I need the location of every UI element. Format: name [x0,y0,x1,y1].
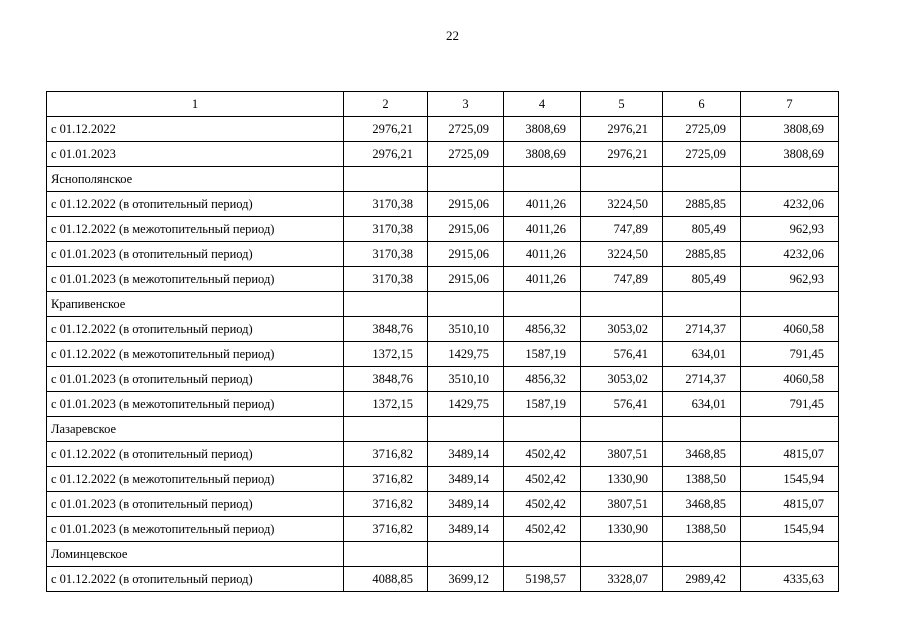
tariff-cell: 1587,19 [504,342,581,367]
tariff-cell: 3808,69 [504,142,581,167]
tariff-cell [504,292,581,317]
tariff-cell [344,167,428,192]
table-row [47,217,839,242]
tariff-cell [344,292,428,317]
tariff-cell [504,417,581,442]
tariff-cell: 4502,42 [504,517,581,542]
tariff-cell [741,417,839,442]
table-row [47,567,839,592]
tariff-cell [428,542,504,567]
section-name: Лазаревское [47,417,344,442]
tariff-cell: 4011,26 [504,267,581,292]
tariff-cell: 3468,85 [663,492,741,517]
table-row [47,467,839,492]
tariff-cell: 2989,42 [663,567,741,592]
tariff-cell [504,167,581,192]
section-name: Крапивенское [47,292,344,317]
tariff-cell: 1587,19 [504,392,581,417]
tariff-cell: 4232,06 [741,242,839,267]
tariff-cell: 4011,26 [504,192,581,217]
tariff-cell: 4815,07 [741,492,839,517]
table-row [47,142,839,167]
tariff-cell: 1429,75 [428,392,504,417]
period-label: с 01.01.2023 [47,142,344,167]
tariff-cell: 634,01 [663,342,741,367]
section-row [47,542,839,567]
tariff-cell: 2915,06 [428,217,504,242]
tariff-cell: 747,89 [581,217,663,242]
tariff-cell: 3468,85 [663,442,741,467]
tariff-cell: 3328,07 [581,567,663,592]
period-label: с 01.12.2022 (в отопительный период) [47,192,344,217]
tariff-cell: 2725,09 [428,117,504,142]
table-row [47,267,839,292]
tariff-cell: 3489,14 [428,442,504,467]
tariff-cell: 4011,26 [504,217,581,242]
tariff-cell: 791,45 [741,342,839,367]
tariff-cell: 3170,38 [344,267,428,292]
tariff-cell [741,542,839,567]
tariff-cell: 3224,50 [581,242,663,267]
tariff-cell: 2725,09 [663,142,741,167]
tariff-cell: 3510,10 [428,317,504,342]
period-label: с 01.12.2022 (в отопительный период) [47,317,344,342]
tariff-cell: 2725,09 [428,142,504,167]
period-label: с 01.01.2023 (в отопительный период) [47,492,344,517]
column-header-6: 6 [663,92,741,117]
tariff-cell: 4502,42 [504,492,581,517]
tariff-cell: 747,89 [581,267,663,292]
period-label: с 01.12.2022 [47,117,344,142]
table-row [47,342,839,367]
tariff-cell: 962,93 [741,217,839,242]
tariff-cell [741,167,839,192]
tariff-cell: 962,93 [741,267,839,292]
tariff-cell: 791,45 [741,392,839,417]
tariff-cell: 3716,82 [344,517,428,542]
tariff-cell: 2915,06 [428,192,504,217]
tariff-cell: 3807,51 [581,492,663,517]
period-label: с 01.01.2023 (в межотопительный период) [47,517,344,542]
section-row [47,417,839,442]
tariff-cell [428,292,504,317]
tariff-cell: 3489,14 [428,517,504,542]
tariff-cell: 1429,75 [428,342,504,367]
tariff-cell: 576,41 [581,392,663,417]
tariff-cell: 2976,21 [581,142,663,167]
table-row [47,242,839,267]
table-row [47,117,839,142]
tariff-cell [428,417,504,442]
tariff-cell: 1372,15 [344,342,428,367]
column-header-1: 1 [47,92,344,117]
tariff-cell [428,167,504,192]
column-header-4: 4 [504,92,581,117]
tariff-cell [344,542,428,567]
tariff-cell: 1330,90 [581,467,663,492]
tariff-cell: 3699,12 [428,567,504,592]
tariff-cell: 4502,42 [504,467,581,492]
tariff-cell [581,167,663,192]
tariff-cell: 1388,50 [663,517,741,542]
tariff-cell [581,417,663,442]
tariff-cell: 2915,06 [428,267,504,292]
period-label: с 01.12.2022 (в отопительный период) [47,442,344,467]
tariff-cell [663,292,741,317]
table-row [47,492,839,517]
tariff-cell: 5198,57 [504,567,581,592]
tariff-cell: 1372,15 [344,392,428,417]
tariff-cell: 4060,58 [741,317,839,342]
section-row [47,167,839,192]
tariff-cell: 805,49 [663,217,741,242]
tariff-cell: 3489,14 [428,467,504,492]
period-label: с 01.12.2022 (в межотопительный период) [47,342,344,367]
tariff-cell: 3808,69 [504,117,581,142]
period-label: с 01.01.2023 (в межотопительный период) [47,392,344,417]
tariff-cell: 2976,21 [581,117,663,142]
tariff-cell [504,542,581,567]
tariff-cell [663,542,741,567]
tariff-cell [581,292,663,317]
tariff-cell: 4060,58 [741,367,839,392]
table-row [47,192,839,217]
tariff-cell: 576,41 [581,342,663,367]
column-header-7: 7 [741,92,839,117]
tariff-cell: 3808,69 [741,117,839,142]
tariff-cell: 4011,26 [504,242,581,267]
tariff-cell [344,417,428,442]
tariff-cell: 2725,09 [663,117,741,142]
tariff-cell [663,167,741,192]
tariff-cell: 4856,32 [504,367,581,392]
tariff-cell: 2714,37 [663,317,741,342]
tariff-cell: 3807,51 [581,442,663,467]
tariff-cell: 3224,50 [581,192,663,217]
tariff-cell: 4502,42 [504,442,581,467]
tariff-cell: 3510,10 [428,367,504,392]
tariff-cell: 634,01 [663,392,741,417]
tariff-cell: 3808,69 [741,142,839,167]
section-row [47,292,839,317]
tariff-cell: 3170,38 [344,217,428,242]
tariff-cell [741,292,839,317]
tariff-cell: 4088,85 [344,567,428,592]
tariff-cell: 3848,76 [344,317,428,342]
period-label: с 01.01.2023 (в отопительный период) [47,367,344,392]
tariff-cell [581,542,663,567]
tariff-cell: 3716,82 [344,467,428,492]
column-header-5: 5 [581,92,663,117]
tariff-cell: 3053,02 [581,367,663,392]
tariff-cell: 1388,50 [663,467,741,492]
tariff-cell: 1545,94 [741,467,839,492]
tariff-cell: 4232,06 [741,192,839,217]
period-label: с 01.01.2023 (в межотопительный период) [47,267,344,292]
table-header [47,92,839,117]
tariff-table [46,91,839,592]
period-label: с 01.12.2022 (в межотопительный период) [47,467,344,492]
tariff-cell: 4815,07 [741,442,839,467]
tariff-cell: 3170,38 [344,192,428,217]
section-name: Яснополянское [47,167,344,192]
period-label: с 01.12.2022 (в межотопительный период) [47,217,344,242]
table-row [47,367,839,392]
tariff-cell: 2885,85 [663,242,741,267]
section-name: Ломинцевское [47,542,344,567]
header-row [47,92,839,117]
table-body [47,117,839,592]
tariff-cell: 3170,38 [344,242,428,267]
tariff-cell: 1545,94 [741,517,839,542]
tariff-cell: 2885,85 [663,192,741,217]
tariff-cell: 2976,21 [344,117,428,142]
tariff-cell: 805,49 [663,267,741,292]
tariff-cell: 2714,37 [663,367,741,392]
table-row [47,442,839,467]
tariff-cell: 3489,14 [428,492,504,517]
table-row [47,392,839,417]
tariff-cell: 3716,82 [344,442,428,467]
table-row [47,317,839,342]
tariff-cell: 3716,82 [344,492,428,517]
tariff-cell: 3053,02 [581,317,663,342]
period-label: с 01.12.2022 (в отопительный период) [47,567,344,592]
tariff-cell: 3848,76 [344,367,428,392]
page-number: 22 [446,28,459,43]
tariff-cell: 4856,32 [504,317,581,342]
tariff-cell: 1330,90 [581,517,663,542]
column-header-2: 2 [344,92,428,117]
tariff-cell: 2915,06 [428,242,504,267]
column-header-3: 3 [428,92,504,117]
table-row [47,517,839,542]
tariff-cell [663,417,741,442]
tariff-cell: 2976,21 [344,142,428,167]
tariff-cell: 4335,63 [741,567,839,592]
period-label: с 01.01.2023 (в отопительный период) [47,242,344,267]
